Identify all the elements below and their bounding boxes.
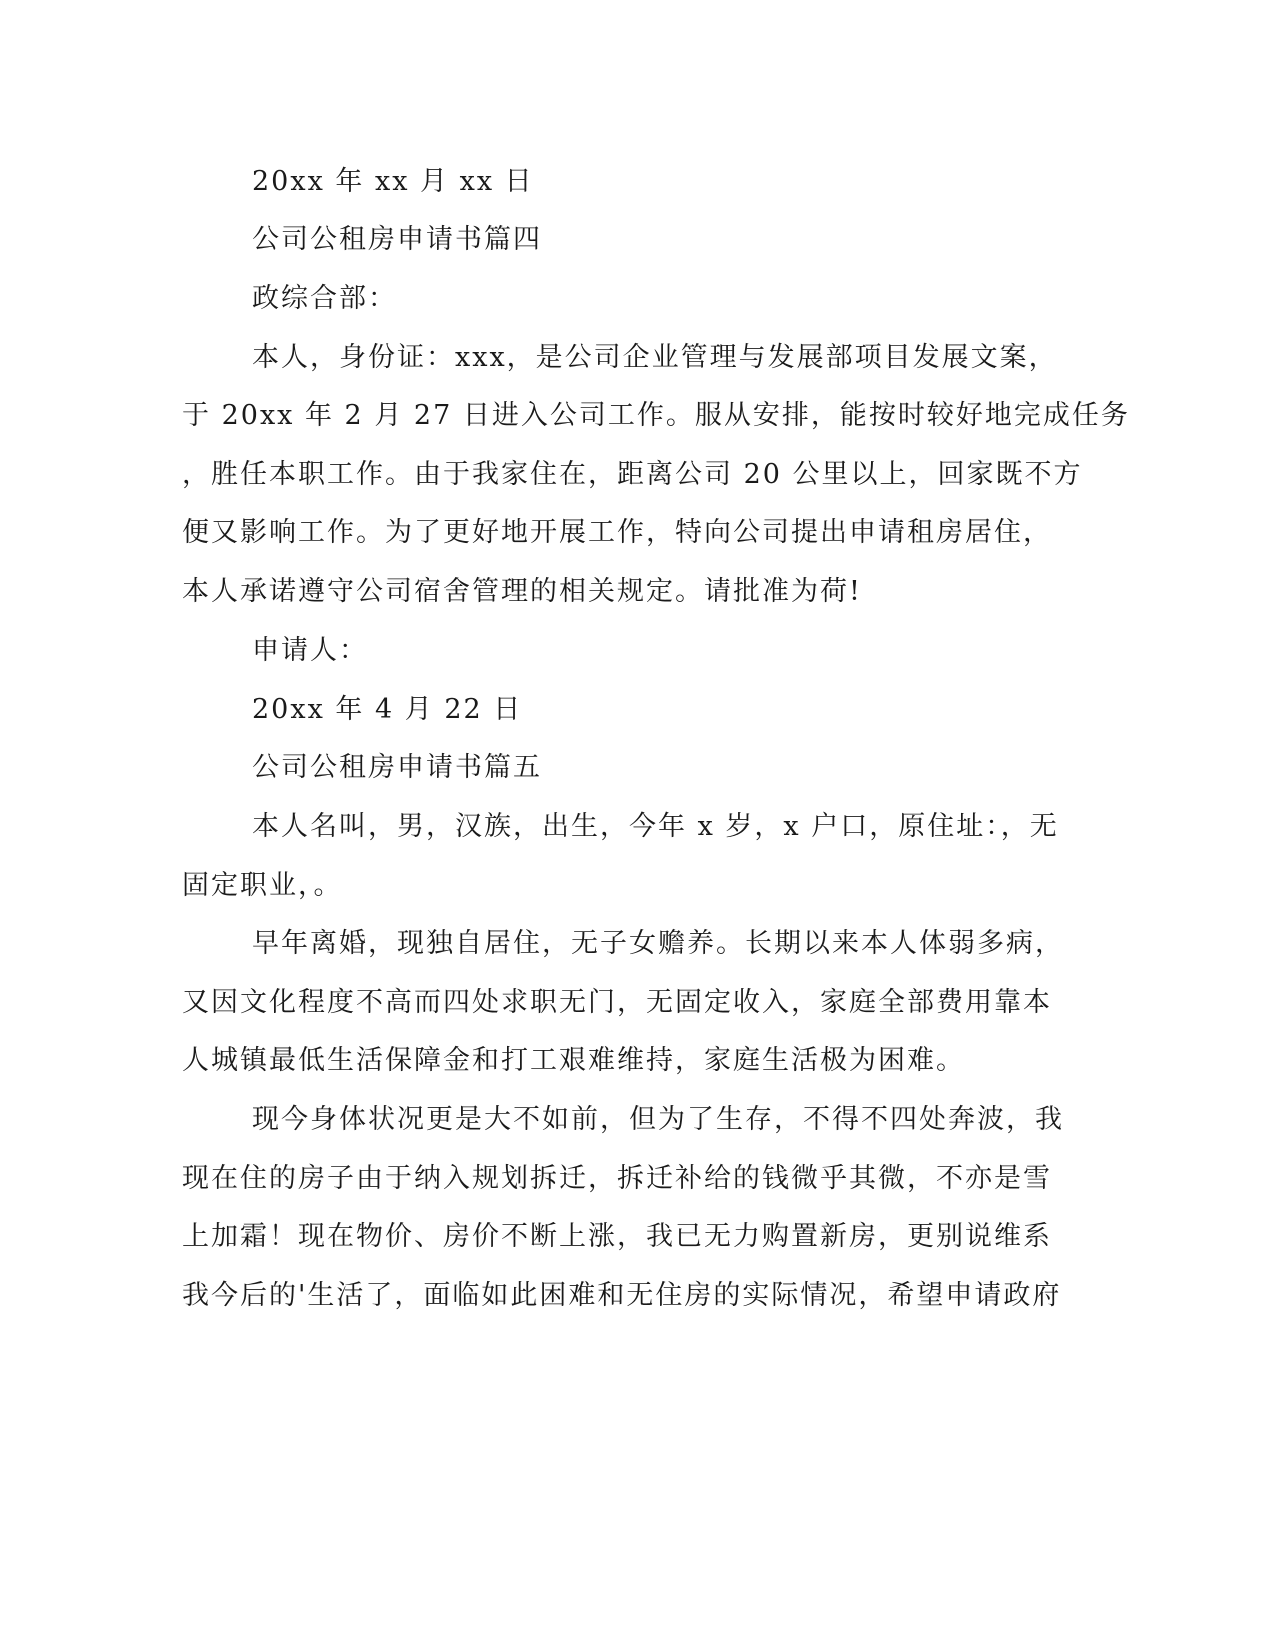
section-heading-five: 公司公租房申请书篇五 xyxy=(252,752,542,783)
paragraph-line: 本人名叫，男，汉族，出生，今年 x 岁，x 户口，原住址：，无 xyxy=(252,811,1059,842)
paragraph-line: 早年离婚，现独自居住，无子女赡养。长期以来本人体弱多病， xyxy=(252,928,1064,959)
applicant-line: 申请人： xyxy=(252,635,368,666)
section-heading-four: 公司公租房申请书篇四 xyxy=(252,224,542,255)
date-line: 20xx 年 4 月 22 日 xyxy=(252,694,523,725)
date-line: 20xx 年 xx 月 xx 日 xyxy=(252,166,534,197)
paragraph-line: 我今后的'生活了，面临如此困难和无住房的实际情况，希望申请政府 xyxy=(182,1280,1062,1311)
paragraph-line: ，胜任本职工作。由于我家住在，距离公司 20 公里以上，回家既不方 xyxy=(182,459,1083,490)
paragraph-line: 固定职业，。 xyxy=(182,870,343,901)
paragraph-line: 又因文化程度不高而四处求职无门，无固定收入，家庭全部费用靠本 xyxy=(182,987,1052,1018)
paragraph-line: 本人承诺遵守公司宿舍管理的相关规定。请批准为荷! xyxy=(182,576,862,607)
paragraph-line: 便又影响工作。为了更好地开展工作，特向公司提出申请租房居住， xyxy=(182,517,1052,548)
paragraph-line: 现今身体状况更是大不如前，但为了生存，不得不四处奔波，我 xyxy=(252,1104,1064,1135)
paragraph-line: 现在住的房子由于纳入规划拆迁，拆迁补给的钱微乎其微，不亦是雪 xyxy=(182,1163,1052,1194)
addressee-line: 政综合部： xyxy=(252,283,397,314)
paragraph-line: 本人，身份证：xxx，是公司企业管理与发展部项目发展文案， xyxy=(252,342,1058,373)
paragraph-line: 于 20xx 年 2 月 27 日进入公司工作。服从安排，能按时较好地完成任务 xyxy=(182,400,1130,431)
paragraph-line: 上加霜！现在物价、房价不断上涨，我已无力购置新房，更别说维系 xyxy=(182,1221,1052,1252)
paragraph-line: 人城镇最低生活保障金和打工艰难维持，家庭生活极为困难。 xyxy=(182,1045,965,1076)
